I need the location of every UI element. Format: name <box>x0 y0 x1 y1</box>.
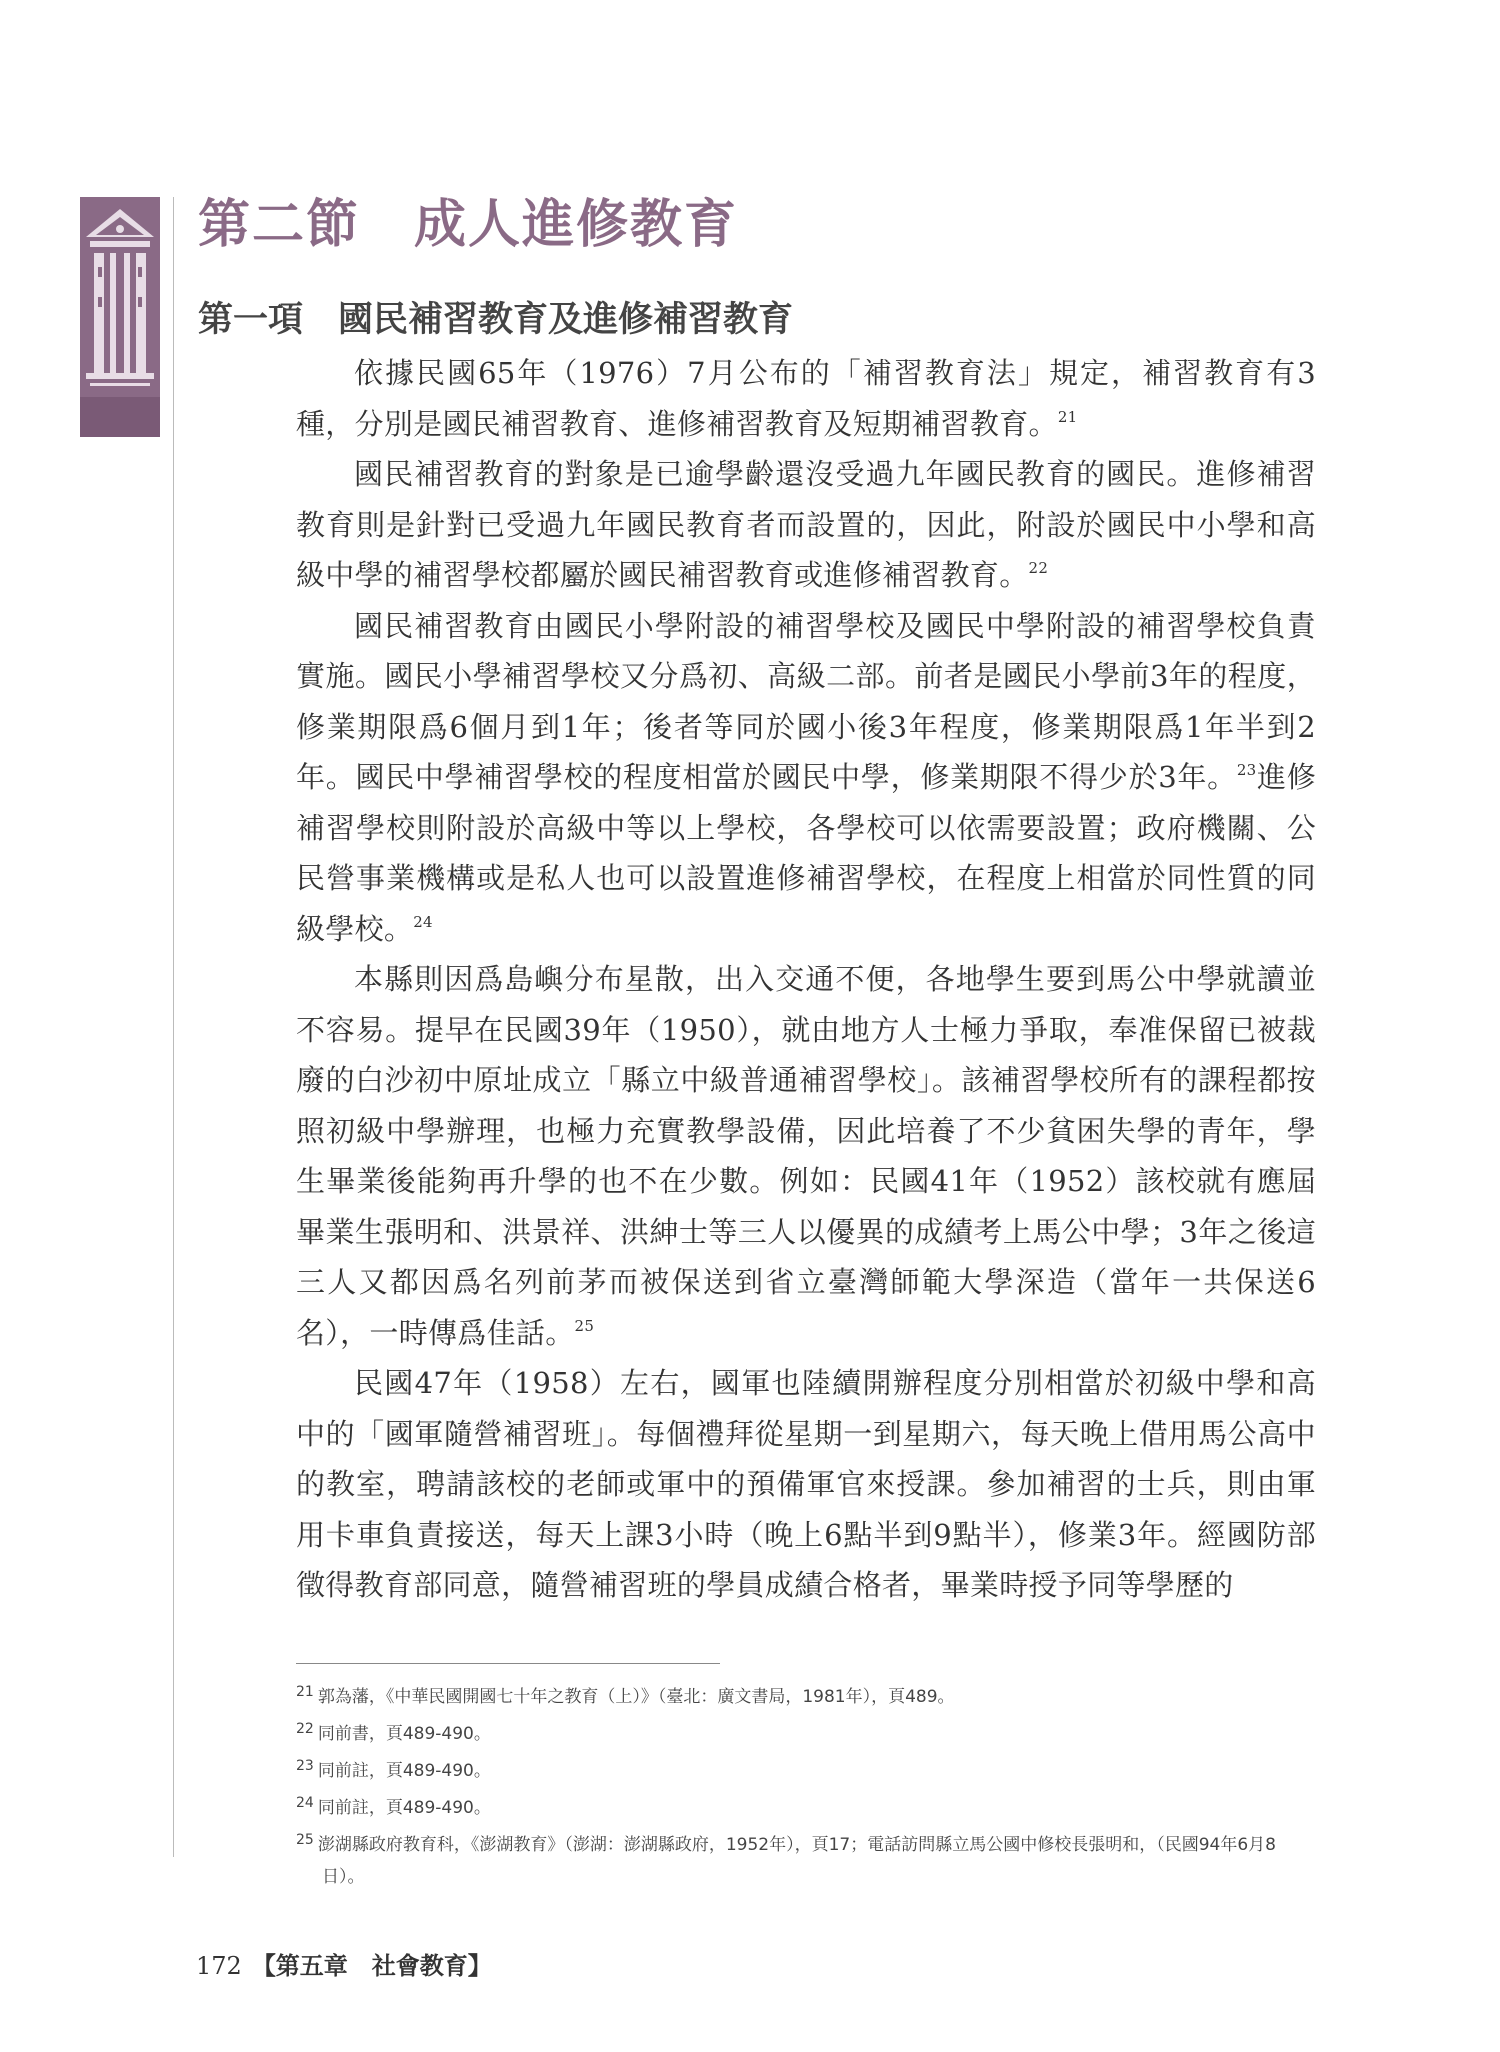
paragraph: 依據民國65年（1976）7月公布的「補習教育法」規定，補習教育有3種，分別是國民補習教育、進修補習教育及短期補習教育。$^{21}$ <box>296 356 1316 441</box>
footnote: $^{25}$ 澎湖縣政府教育科，《澎湖教育》（澎湖：澎湖縣政府，1952年），頁17；電話訪問縣立馬公國中修校長張明和，（民國94年6月8日）。 <box>296 1832 1276 1887</box>
footnote-ref: 21 <box>1057 407 1078 426</box>
footnote: $^{23}$ 同前註，頁489-490。 <box>296 1758 491 1781</box>
chapter-label: 【第五章 社會教育】 <box>251 1951 492 1980</box>
footnote-ref: 23 <box>1236 761 1257 779</box>
page-footer <box>196 1946 492 1981</box>
footnote-ref: 22 <box>1028 559 1049 577</box>
building-icon <box>80 197 160 437</box>
paragraph: 國民補習教育由國民小學附設的補習學校及國民中學附設的補習學校負責實施。國民小學補習學校又分爲初、高級二部。前者是國民小學前3年的程度，修業期限爲6個月到1年；後者等同於國小後3年程度，修業期限爲1年半到2年。國民中學補習學校的程度相當於國民中學，修業期限不得少於3年。$^{23}$進修補習學校則附設於高級中等以上學校，各學校可以依需要設置；政府機關、公民營事業機構或是私人也可以設置進修補習學校，在程度上相當於同性質的同級學校。$^{24}$ <box>296 608 1316 946</box>
paragraph: 民國47年（1958）左右，國軍也陸續開辦程度分別相當於初級中學和高中的「國軍隨營補習班」。每個禮拜從星期一到星期六，每天晚上借用馬公高中的教室，聘請該校的老師或軍中的預備軍官來授課。參加補習的士兵，則由軍用卡車負責接送，每天上課3小時（晚上6點半到9點半），修業3年。經國防部徵得教育部同意，隨營補習班的學員成績合格者，畢業時授予同等學歷的 <box>296 1366 1316 1602</box>
subsection-title: 第一項 國民補習教育及進修補習教育 <box>198 300 794 340</box>
paragraph: 國民補習教育的對象是已逾學齡還沒受過九年國民教育的國民。進修補習教育則是針對已受過九年國民教育者而設置的，因此，附設於國民中小學和高級中學的補習學校都屬於國民補習教育或進修補習教育。$^{22}$ <box>296 457 1316 592</box>
chapter-emblem <box>80 197 160 437</box>
footnote: $^{21}$ 郭為藩，《中華民國開國七十年之教育（上）》（臺北：廣文書局，1981年），頁489。 <box>296 1684 955 1707</box>
page-number: 172 <box>196 1952 242 1980</box>
footnote-ref: 24 <box>413 912 433 931</box>
footnote: $^{22}$ 同前書，頁489-490。 <box>296 1721 491 1744</box>
body-text <box>296 348 1316 1611</box>
section-title: 第二節 成人進修教育 <box>198 194 739 255</box>
paragraph: 本縣則因爲島嶼分布星散，出入交通不便，各地學生要到馬公中學就讀並不容易。提早在民國39年（1950），就由地方人士極力爭取，奉准保留已被裁廢的白沙初中原址成立「縣立中級普通補習學校」。該補習學校所有的課程都按照初級中學辦理，也極力充實教學設備，因此培養了不少貧困失學的青年，學生畢業後能夠再升學的也不在少數。例如：民國41年（1952）該校就有應屆畢業生張明和、洪景祥、洪紳士等三人以優異的成績考上馬公中學；3年之後這三人又都因爲名列前茅而被保送到省立臺灣師範大學深造（當年一共保送6名），一時傳爲佳話。$^{25}$ <box>296 962 1316 1350</box>
footnote-ref: 25 <box>574 1316 595 1335</box>
margin-rule <box>173 197 174 1857</box>
footnote-divider <box>296 1663 720 1664</box>
footnote: $^{24}$ 同前註，頁489-490。 <box>296 1795 491 1818</box>
footnotes <box>296 1676 1316 1893</box>
